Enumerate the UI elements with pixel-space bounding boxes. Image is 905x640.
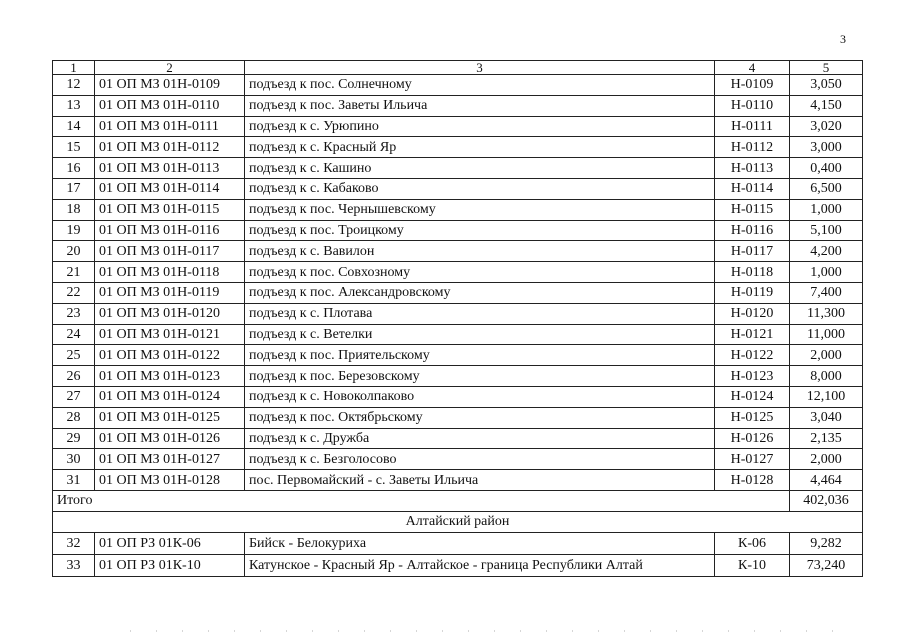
road-ident: Н-0122 [715,345,790,366]
road-name: подъезд к с. Ветелки [245,324,715,345]
header-cell: 1 [53,61,95,75]
table-row [53,137,863,158]
road-length: 4,464 [790,470,863,491]
total-row [53,490,863,511]
road-name: пос. Первомайский - с. Заветы Ильича [245,470,715,491]
road-code: 01 ОП МЗ 01Н-0116 [95,220,245,241]
road-code: 01 ОП МЗ 01Н-0121 [95,324,245,345]
road-ident: Н-0111 [715,116,790,137]
road-length: 1,000 [790,199,863,220]
row-number: 21 [53,262,95,283]
road-length: 3,040 [790,407,863,428]
road-ident: Н-0123 [715,366,790,387]
table-row [53,345,863,366]
road-length: 2,135 [790,428,863,449]
road-length: 3,000 [790,137,863,158]
road-ident: Н-0112 [715,137,790,158]
road-ident: Н-0110 [715,95,790,116]
road-length: 11,000 [790,324,863,345]
road-ident: Н-0121 [715,324,790,345]
row-number: 19 [53,220,95,241]
table-row [53,554,863,576]
road-code: 01 ОП МЗ 01Н-0113 [95,158,245,179]
total-value: 402,036 [790,490,863,511]
scan-artifact [130,630,850,632]
road-length: 4,150 [790,95,863,116]
table-row [53,220,863,241]
road-name: подъезд к с. Новоколпаково [245,386,715,407]
road-length: 73,240 [790,554,863,576]
road-code: 01 ОП РЗ 01К-06 [95,532,245,554]
road-name: подъезд к пос. Совхозному [245,262,715,283]
road-length: 4,200 [790,241,863,262]
road-length: 6,500 [790,178,863,199]
table-row [53,366,863,387]
row-number: 17 [53,178,95,199]
total-label: Итого [53,490,790,511]
road-name: подъезд к пос. Солнечному [245,75,715,96]
road-ident: Н-0109 [715,75,790,96]
table-row [53,116,863,137]
row-number: 32 [53,532,95,554]
road-length: 5,100 [790,220,863,241]
road-code: 01 ОП РЗ 01К-10 [95,554,245,576]
header-cell: 4 [715,61,790,75]
road-length: 12,100 [790,386,863,407]
table-row [53,324,863,345]
table-row [53,449,863,470]
row-number: 13 [53,95,95,116]
road-name: подъезд к с. Красный Яр [245,137,715,158]
road-code: 01 ОП МЗ 01Н-0124 [95,386,245,407]
table-row [53,386,863,407]
road-length: 3,020 [790,116,863,137]
header-cell: 3 [245,61,715,75]
road-code: 01 ОП МЗ 01Н-0115 [95,199,245,220]
table-row [53,428,863,449]
road-ident: Н-0127 [715,449,790,470]
row-number: 26 [53,366,95,387]
row-number: 33 [53,554,95,576]
table-row [53,407,863,428]
road-name: подъезд к пос. Троицкому [245,220,715,241]
road-name: подъезд к с. Плотава [245,303,715,324]
road-code: 01 ОП МЗ 01Н-0128 [95,470,245,491]
row-number: 27 [53,386,95,407]
road-name: подъезд к пос. Чернышевскому [245,199,715,220]
road-name: Бийск - Белокуриха [245,532,715,554]
row-number: 22 [53,282,95,303]
road-name: подъезд к пос. Октябрьскому [245,407,715,428]
row-number: 29 [53,428,95,449]
road-code: 01 ОП МЗ 01Н-0114 [95,178,245,199]
road-ident: Н-0113 [715,158,790,179]
road-ident: Н-0120 [715,303,790,324]
road-code: 01 ОП МЗ 01Н-0118 [95,262,245,283]
road-name: подъезд к с. Урюпино [245,116,715,137]
header-row [53,61,863,75]
section-header-row [53,511,863,532]
road-name: подъезд к пос. Приятельскому [245,345,715,366]
table-row [53,95,863,116]
road-code: 01 ОП МЗ 01Н-0127 [95,449,245,470]
road-name: подъезд к с. Кабаково [245,178,715,199]
road-name: подъезд к пос. Заветы Ильича [245,95,715,116]
road-length: 1,000 [790,262,863,283]
table-row [53,75,863,96]
row-number: 31 [53,470,95,491]
row-number: 15 [53,137,95,158]
road-ident: Н-0124 [715,386,790,407]
road-code: 01 ОП МЗ 01Н-0126 [95,428,245,449]
road-name: подъезд к с. Дружба [245,428,715,449]
road-ident: Н-0117 [715,241,790,262]
road-rows [53,75,863,491]
road-ident: Н-0126 [715,428,790,449]
row-number: 25 [53,345,95,366]
road-ident: К-10 [715,554,790,576]
road-code: 01 ОП МЗ 01Н-0109 [95,75,245,96]
table-row [53,470,863,491]
row-number: 24 [53,324,95,345]
section-title: Алтайский район [53,511,863,532]
road-length: 9,282 [790,532,863,554]
road-code: 01 ОП МЗ 01Н-0123 [95,366,245,387]
road-length: 7,400 [790,282,863,303]
road-code: 01 ОП МЗ 01Н-0112 [95,137,245,158]
road-length: 11,300 [790,303,863,324]
road-ident: Н-0125 [715,407,790,428]
road-ident: Н-0115 [715,199,790,220]
road-name: подъезд к с. Безголосово [245,449,715,470]
row-number: 18 [53,199,95,220]
road-code: 01 ОП МЗ 01Н-0122 [95,345,245,366]
table-row [53,532,863,554]
table-row [53,199,863,220]
road-name: подъезд к с. Вавилон [245,241,715,262]
road-code: 01 ОП МЗ 01Н-0110 [95,95,245,116]
roads-table [52,60,863,577]
header-cell: 2 [95,61,245,75]
road-code: 01 ОП МЗ 01Н-0120 [95,303,245,324]
road-code: 01 ОП МЗ 01Н-0125 [95,407,245,428]
road-length: 2,000 [790,345,863,366]
road-name: подъезд к с. Кашино [245,158,715,179]
road-length: 3,050 [790,75,863,96]
road-code: 01 ОП МЗ 01Н-0117 [95,241,245,262]
table-row [53,241,863,262]
road-length: 8,000 [790,366,863,387]
table-row [53,262,863,283]
road-code: 01 ОП МЗ 01Н-0111 [95,116,245,137]
row-number: 20 [53,241,95,262]
row-number: 16 [53,158,95,179]
row-number: 28 [53,407,95,428]
table-row [53,178,863,199]
road-ident: Н-0116 [715,220,790,241]
row-number: 14 [53,116,95,137]
road-ident: Н-0119 [715,282,790,303]
page-number: 3 [840,32,846,46]
table-row [53,303,863,324]
road-length: 0,400 [790,158,863,179]
header-cell: 5 [790,61,863,75]
road-code: 01 ОП МЗ 01Н-0119 [95,282,245,303]
section-rows [53,532,863,576]
road-ident: К-06 [715,532,790,554]
road-ident: Н-0128 [715,470,790,491]
road-name: подъезд к пос. Березовскому [245,366,715,387]
road-length: 2,000 [790,449,863,470]
road-ident: Н-0118 [715,262,790,283]
road-name: подъезд к пос. Александровскому [245,282,715,303]
table-row [53,282,863,303]
row-number: 30 [53,449,95,470]
table-row [53,158,863,179]
row-number: 23 [53,303,95,324]
row-number: 12 [53,75,95,96]
road-ident: Н-0114 [715,178,790,199]
road-name: Катунское - Красный Яр - Алтайское - граница Республики Алтай [245,554,715,576]
